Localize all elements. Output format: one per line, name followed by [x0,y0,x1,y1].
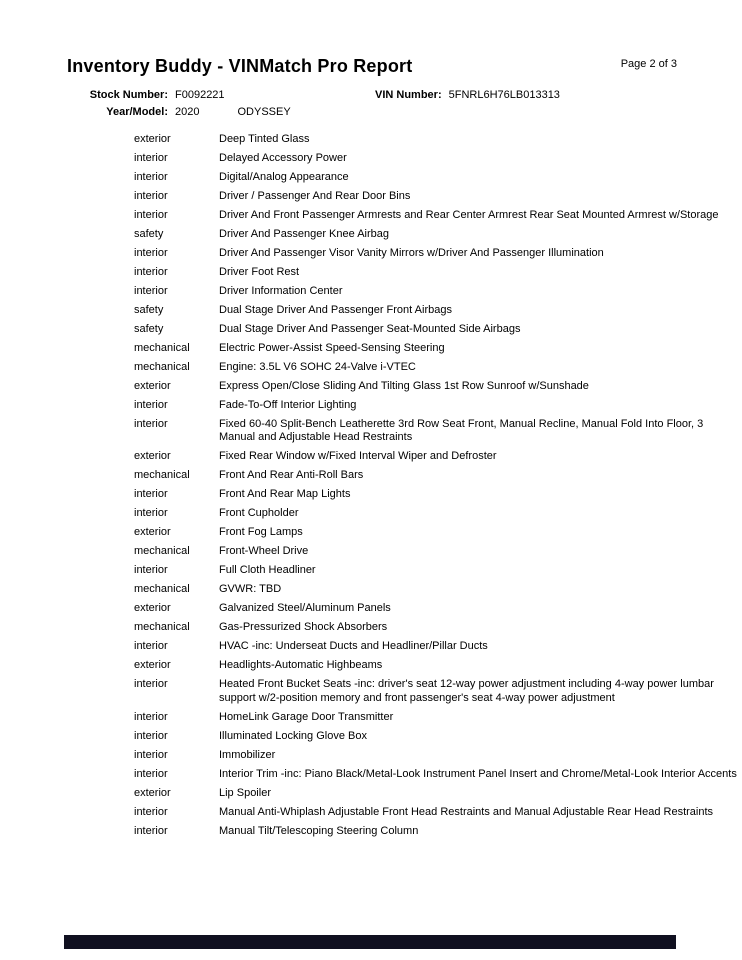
feature-category: interior [134,748,168,761]
feature-description: Front And Rear Map Lights [219,488,351,501]
feature-row [0,467,742,486]
feature-row [0,619,742,638]
stock-number-label: Stock Number: [89,89,168,101]
feature-row [0,486,742,505]
model-value: ODYSSEY [237,106,291,118]
year-model-label: Year/Model: [106,106,168,118]
feature-category: interior [134,824,168,837]
feature-description: Heated Front Bucket Seats -inc: driver's seat 12-way power adjustment including 4-way power lumbar support w/2-position memory and front passenger's seat 4-way power adjustment [219,678,714,704]
feature-description: Interior Trim -inc: Piano Black/Metal-Look Instrument Panel Insert and Chrome/Metal-Look Interior Accents [219,767,737,780]
feature-row [0,187,742,206]
feature-category: exterior [134,450,171,463]
feature-category: interior [134,507,168,520]
feature-category: interior [134,284,168,297]
feature-category: exterior [134,659,171,672]
feature-description: Express Open/Close Sliding And Tilting Glass 1st Row Sunroof w/Sunshade [219,379,589,392]
feature-row [0,803,742,822]
footer-bar [64,935,676,949]
feature-row [0,524,742,543]
feature-row [0,168,742,187]
feature-description: Engine: 3.5L V6 SOHC 24-Valve i-VTEC [219,360,416,373]
feature-category: safety [134,227,164,240]
feature-description: HVAC -inc: Underseat Ducts and Headliner/Pillar Ducts [219,640,488,653]
feature-category: mechanical [134,545,190,558]
meta-line-stock-vin [0,87,742,104]
feature-row [0,263,742,282]
feature-category: interior [134,678,168,691]
page-number: Page 2 of 3 [620,58,677,70]
feature-description: Driver And Front Passenger Armrests and Rear Center Armrest Rear Seat Mounted Armrest w/Storage [219,208,719,221]
feature-row [0,727,742,746]
feature-category: interior [134,564,168,577]
feature-description: Illuminated Locking Glove Box [219,729,367,742]
feature-description: Front-Wheel Drive [219,545,309,558]
feature-row [0,358,742,377]
feature-row [0,448,742,467]
feature-row [0,784,742,803]
feature-row [0,822,742,841]
feature-category: interior [134,208,168,221]
feature-row [0,543,742,562]
feature-row [0,301,742,320]
feature-category: interior [134,151,168,164]
feature-row [0,225,742,244]
vin-value: 5FNRL6H76LB013313 [448,89,560,101]
feature-description: Electric Power-Assist Speed-Sensing Steering [219,341,445,354]
feature-list [0,130,742,841]
feature-category: interior [134,189,168,202]
feature-description: Digital/Analog Appearance [219,170,349,183]
feature-row [0,708,742,727]
feature-description: Fade-To-Off Interior Lighting [219,398,357,411]
feature-description: Dual Stage Driver And Passenger Seat-Mounted Side Airbags [219,322,521,335]
feature-category: exterior [134,132,171,145]
feature-description: Lip Spoiler [219,786,271,799]
feature-category: mechanical [134,360,190,373]
feature-category: interior [134,488,168,501]
feature-category: interior [134,805,168,818]
feature-row [0,396,742,415]
feature-category: exterior [134,379,171,392]
report-header [67,56,677,77]
feature-row [0,282,742,301]
year-value: 2020 [175,106,200,118]
feature-row [0,320,742,339]
feature-category: exterior [134,526,171,539]
report-title: Inventory Buddy - VINMatch Pro Report [67,56,413,76]
feature-description: Manual Tilt/Telescoping Steering Column [219,824,419,837]
feature-category: interior [134,640,168,653]
feature-description: Fixed Rear Window w/Fixed Interval Wiper and Defroster [219,450,497,463]
feature-description: Dual Stage Driver And Passenger Front Airbags [219,303,452,316]
feature-row [0,581,742,600]
feature-row [0,149,742,168]
feature-description: Full Cloth Headliner [219,564,316,577]
feature-description: Delayed Accessory Power [219,151,347,164]
feature-category: safety [134,303,164,316]
feature-row [0,600,742,619]
feature-description: Front Fog Lamps [219,526,303,539]
vin-group [375,87,560,104]
feature-description: Front And Rear Anti-Roll Bars [219,469,364,482]
feature-description: Galvanized Steel/Aluminum Panels [219,602,391,615]
feature-row [0,746,742,765]
feature-category: mechanical [134,621,190,634]
feature-description: GVWR: TBD [219,583,282,596]
feature-description: Gas-Pressurized Shock Absorbers [219,621,388,634]
feature-category: exterior [134,602,171,615]
feature-category: interior [134,417,168,430]
feature-category: mechanical [134,469,190,482]
feature-category: exterior [134,786,171,799]
feature-description: Driver And Passenger Visor Vanity Mirrors w/Driver And Passenger Illumination [219,246,604,259]
feature-description: Driver Information Center [219,284,343,297]
feature-category: mechanical [134,341,190,354]
feature-category: interior [134,767,168,780]
feature-row [0,676,742,709]
feature-category: interior [134,170,168,183]
meta-line-year-model [0,104,742,121]
feature-category: interior [134,710,168,723]
feature-row [0,505,742,524]
feature-description: Deep Tinted Glass [219,132,310,145]
feature-row [0,339,742,358]
feature-row [0,657,742,676]
feature-category: interior [134,729,168,742]
feature-row [0,244,742,263]
stock-number-value: F0092221 [175,89,225,101]
feature-category: interior [134,398,168,411]
feature-description: Fixed 60-40 Split-Bench Leatherette 3rd Row Seat Front, Manual Recline, Manual Fold Into Floor, 3 Manual and Adjustable Head Restraints [219,417,704,444]
feature-description: Driver And Passenger Knee Airbag [219,227,389,240]
feature-category: interior [134,265,168,278]
feature-category: interior [134,246,168,259]
feature-description: Front Cupholder [219,507,299,520]
feature-description: Driver / Passenger And Rear Door Bins [219,189,411,202]
feature-row [0,562,742,581]
vin-label: VIN Number: [375,89,442,101]
feature-row [0,638,742,657]
feature-category: mechanical [134,583,190,596]
feature-row [0,377,742,396]
vehicle-meta [0,87,742,121]
feature-description: Immobilizer [219,748,276,761]
feature-description: Headlights-Automatic Highbeams [219,659,383,672]
feature-row [0,206,742,225]
feature-description: Driver Foot Rest [219,265,300,278]
feature-row [0,415,742,448]
feature-description: HomeLink Garage Door Transmitter [219,710,394,723]
feature-category: safety [134,322,164,335]
feature-row [0,130,742,149]
feature-row [0,765,742,784]
feature-description: Manual Anti-Whiplash Adjustable Front Head Restraints and Manual Adjustable Rear Head Restraints [219,805,714,818]
